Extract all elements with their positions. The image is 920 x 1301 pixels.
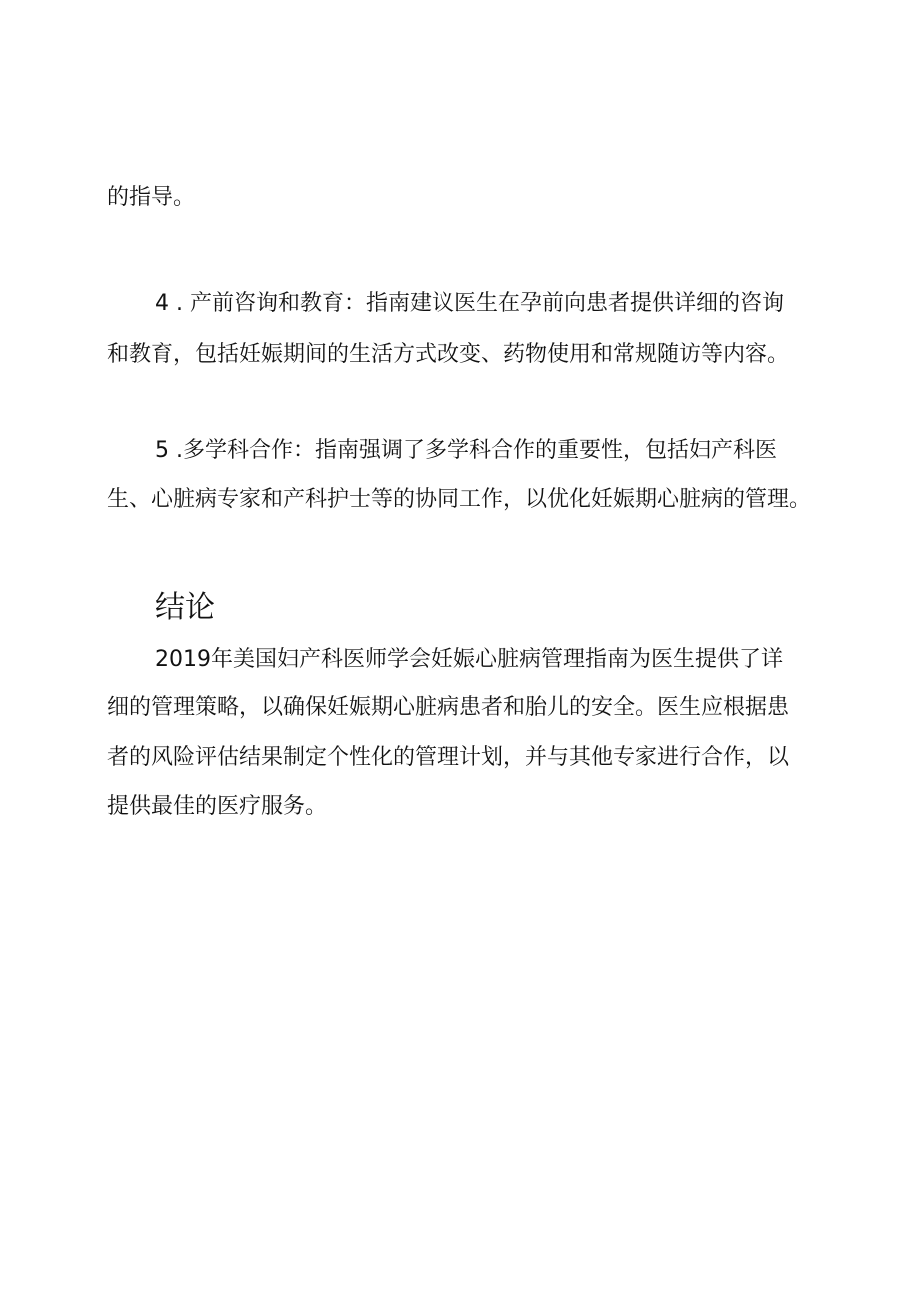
conclusion-heading: 结论 [155, 590, 215, 625]
item-5-line-1: 5 .多学科合作：指南强调了多学科合作的重要性，包括妇产科医 [155, 438, 777, 463]
conclusion-line-1: 2019年美国妇产科医师学会妊娠心脏病管理指南为医生提供了详 [155, 647, 783, 672]
item-4-line-1: 4 . 产前咨询和教育：指南建议医生在孕前向患者提供详细的咨询 [155, 291, 784, 316]
item-4-line-2: 和教育，包括妊娠期间的生活方式改变、药物使用和常规随访等内容。 [107, 342, 790, 367]
item-5-line-2: 生、心脏病专家和产科护士等的协同工作，以优化妊娠期心脏病的管理。 [107, 487, 812, 512]
conclusion-line-2: 细的管理策略，以确保妊娠期心脏病患者和胎儿的安全。医生应根据患 [107, 695, 790, 720]
conclusion-line-4: 提供最佳的医疗服务。 [107, 794, 328, 819]
conclusion-line-3: 者的风险评估结果制定个性化的管理计划，并与其他专家进行合作，以 [107, 745, 790, 770]
continuation-line: 的指导。 [107, 185, 196, 210]
